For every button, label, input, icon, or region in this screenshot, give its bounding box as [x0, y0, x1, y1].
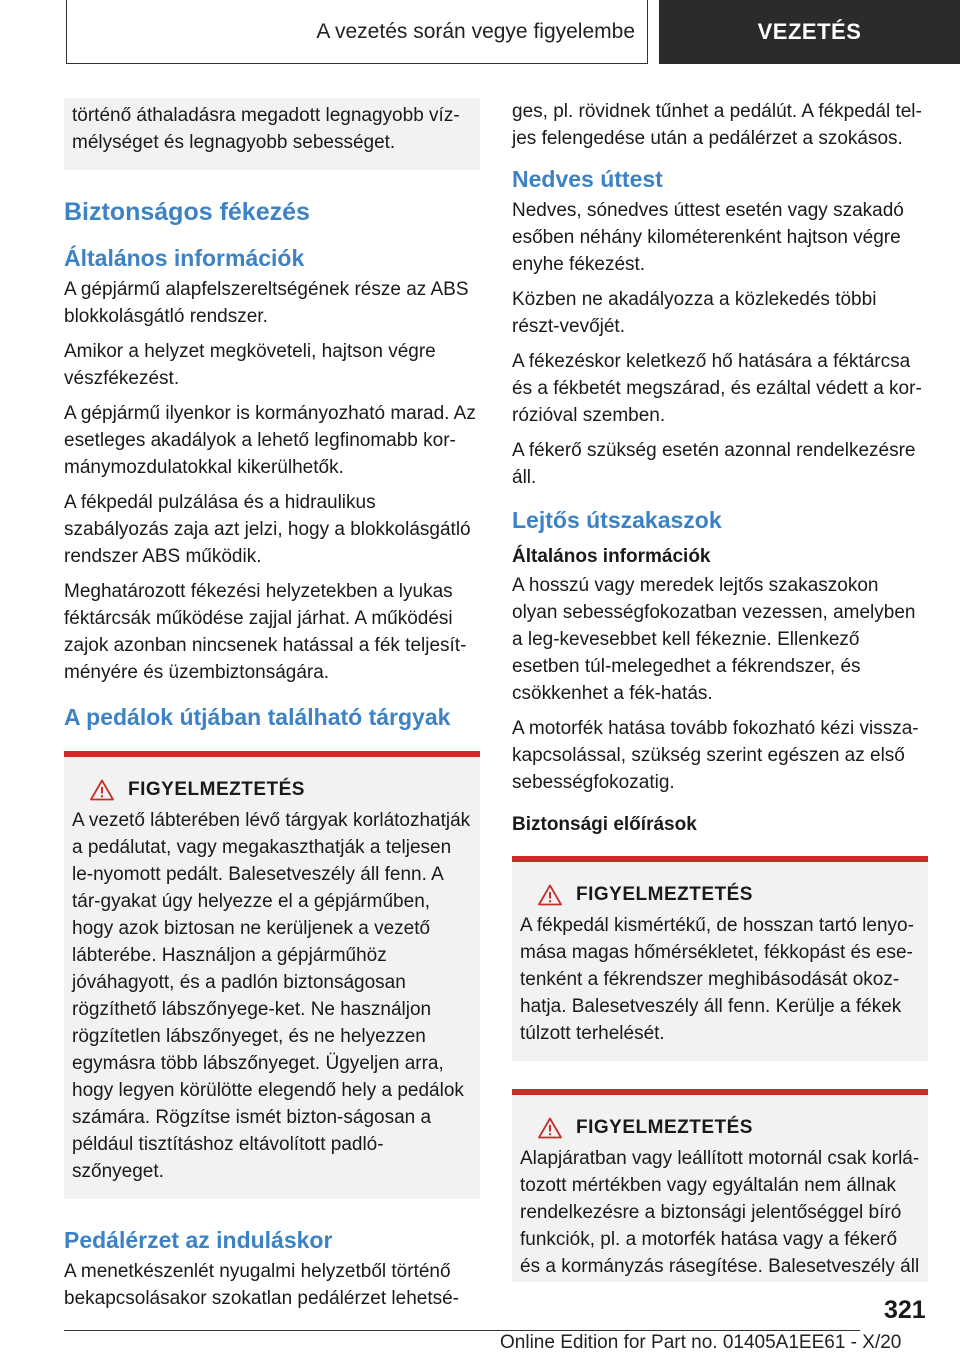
warning-triangle-icon: [90, 779, 114, 801]
paragraph: A fékerő szükség esetén azonnal rendelkezésre áll.: [512, 440, 916, 488]
warning-box: [512, 856, 928, 1061]
paragraph: A gépjármű alapfelszereltségének része az ABS blokkolásgátló rendszer.: [64, 279, 469, 327]
paragraph: A fékezéskor keletkező hő hatására a féktárcsa és a fékbetét megszárad, és ezáltal védett a kor-rózióval szemben.: [512, 351, 922, 426]
warning-text: A fékpedál kismértékű, de hosszan tartó lenyo-mása magas hőmérsékletet, fékkopást és ese-tenként a fékrendszer meghibásodását okoz-hatja. Balesetveszély áll fenn. Kerülje a fékek túlzott terhelését.: [520, 915, 914, 1044]
paragraph: A menetkészenlét nyugalmi helyzetből történő bekapcsolásakor szokatlan pedálérzet lehetsé-: [64, 1261, 460, 1309]
section-title: VEZETÉS: [757, 19, 862, 44]
heading-pedal-feel: Pedálérzet az induláskor: [64, 1227, 333, 1253]
right-column: [512, 98, 928, 1282]
warning-text: Alapjáratban vagy leállított motornál csak korlá-tozott mértékben vagy egyáltalán nem állnak rendelkezésre a biztonsági jelentőséggel bíró funkciók, pl. a motorfék hatása vagy a fékerő és a kormányzás rásegítése. Balesetveszély áll: [520, 1148, 920, 1277]
warning-title: FIGYELMEZTETÉS: [128, 779, 305, 800]
warning-triangle-icon: [538, 884, 562, 906]
header-section-tab: [659, 0, 960, 64]
warning-title: FIGYELMEZTETÉS: [576, 884, 753, 905]
footer-edition: Online Edition for Part no. 01405A1EE61 - X/20: [500, 1332, 902, 1353]
heading-downhill: Lejtős útszakaszok: [512, 507, 722, 533]
paragraph: Közben ne akadályozza a közlekedés többi részt-vevőjét.: [512, 289, 877, 337]
paragraph: Meghatározott fékezési helyzetekben a lyukas féktárcsák működése zajjal járhat. A működési zajok azonban nincsenek hatással a fék teljesít-ményére és üzembiztonságára.: [64, 581, 467, 683]
chapter-title: A vezetés során vegye figyelembe: [316, 19, 635, 43]
intro-box: [64, 98, 480, 170]
warning-text: A vezető lábterében lévő tárgyak korlátozhatják a pedálutat, vagy megakaszthatják a teljesen le-nyomott pedált. Balesetveszély áll fenn. A tár-gyakat úgy helyezze el a gépjárműben, hogy azok biztosan ne kerüljenek a vezető lábterébe. Használjon a gépjárműhöz jóváhagyott, és a padlón biztonságosan rögzíthető lábszőnyege-ket. Ne használjon rögzítetlen lábszőnyeget, és ne helyezzen egymásra több lábszőnyeget. Ügyeljen arra, hogy legyen körülötte elegendő hely a pedálok számára. Rögzítse ismét bizton-ságosan a például tisztításhoz eltávolított padló-szőnyeget.: [72, 810, 471, 1182]
left-column: [64, 98, 480, 1320]
warning-title-row: [72, 779, 472, 801]
header-chapter-tab: [66, 0, 648, 64]
paragraph: A fékpedál pulzálása és a hidraulikus szabályozás zaja azt jelzi, hogy a blokkolásgátló rendszer ABS működik.: [64, 492, 471, 567]
paragraph: Nedves, sónedves úttest esetén vagy szakadó esőben néhány kilométerenként hajtson végre enyhe fékezést.: [512, 200, 904, 275]
heading-pedal-objects: A pedálok útjában található tárgyak: [64, 704, 451, 730]
page-number: 321: [884, 1296, 926, 1324]
paragraph: A gépjármű ilyenkor is kormányozható marad. Az esetleges akadályok a lehető legfinomabb kor-mánymozdulatokkal kikerülhetők.: [64, 403, 476, 478]
heading-wet-road: Nedves úttest: [512, 166, 663, 192]
paragraph: A motorfék hatása tovább fokozható kézi vissza-kapcsolással, szükség szerint egészen az első sebességfokozatig.: [512, 718, 919, 793]
subheading-general-info: Általános információk: [512, 546, 711, 567]
paragraph: A hosszú vagy meredek lejtős szakaszokon olyan sebességfokozatban vezessen, amelyben a leg-kevesebbet kell fékeznie. Ellenkező esetben túl-melegedhet a fékrendszer, és csökkenhet a fék-hatás.: [512, 575, 916, 704]
heading-general-info: Általános információk: [64, 245, 305, 271]
warning-title-row: [520, 1117, 920, 1139]
warning-triangle-icon: [538, 1117, 562, 1139]
warning-title-row: [520, 884, 920, 906]
paragraph: Amikor a helyzet megköveteli, hajtson végre vészfékezést.: [64, 341, 436, 389]
footer-divider: [64, 1330, 860, 1331]
heading-safe-braking: Biztonságos fékezés: [64, 198, 310, 226]
warning-box: [512, 1089, 928, 1282]
warning-title: FIGYELMEZTETÉS: [576, 1117, 753, 1138]
paragraph: ges, pl. rövidnek tűnhet a pedálút. A fékpedál tel-jes felengedése után a pedálérzet a szokásos.: [512, 101, 922, 149]
subheading-safety: Biztonsági előírások: [512, 814, 697, 835]
warning-box: [64, 751, 480, 1199]
intro-text: történő áthaladásra megadott legnagyobb víz-mélységet és legnagyobb sebességet.: [72, 105, 460, 153]
